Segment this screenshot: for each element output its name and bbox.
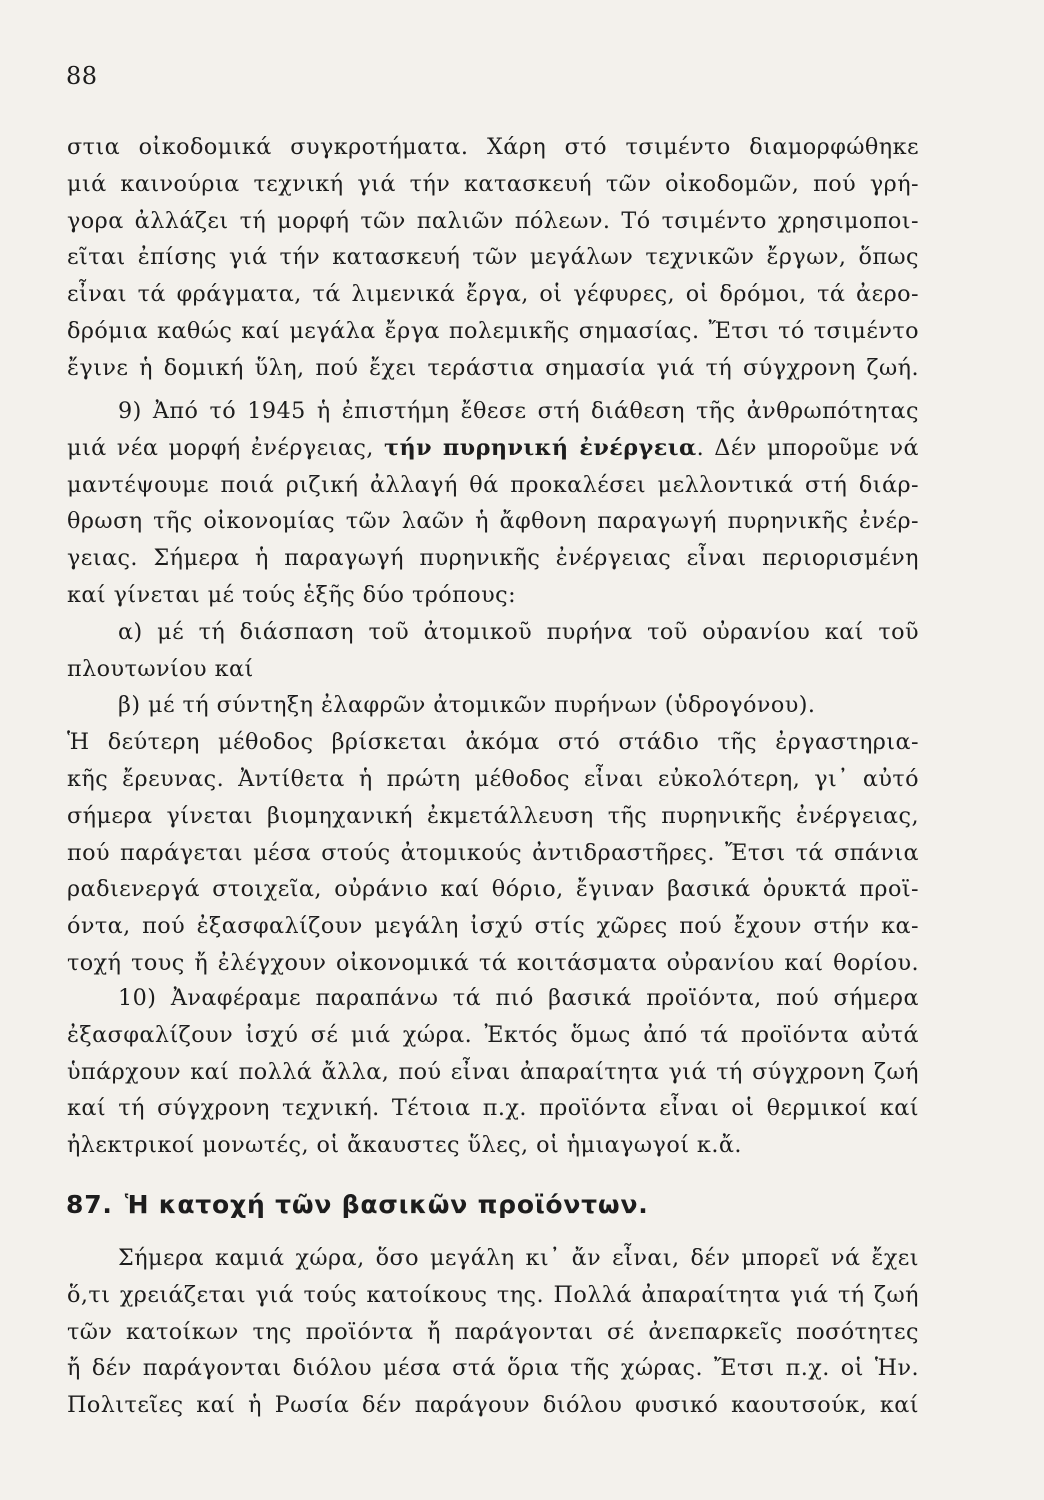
text-line: ἤ δέν παράγονται διόλου μέσα στά ὅρια τῆς χώρας. Ἔτσι π.χ. οἱ Ἡν. [67, 1355, 919, 1382]
text-line: ἠλεκτρικοί μονωτές, οἱ ἄκαυστες ὕλες, οἱ ἡμιαγωγοί κ.ἄ. [67, 1132, 742, 1159]
text-line: εἶναι τά φράγματα, τά λιμενικά ἔργα, οἱ γέφυρες, οἱ δρόμοι, τά ἀερο- [67, 281, 919, 308]
text-line [67, 430, 919, 467]
text-line: εῖται ἐπίσης γιά τήν κατασκευή τῶν μεγάλων τεχνικῶν ἔργων, ὅπως [67, 244, 919, 271]
text-line: γειας. Σήμερα ἡ παραγωγή πυρηνικῆς ἐνέργειας εἶναι περιορισμένη [67, 545, 919, 572]
text-line: ἔγινε ἡ δομική ὕλη, πού ἔχει τεράστια σημασία γιά τή σύγχρονη ζωή. [67, 354, 919, 381]
text-line: α) μέ τή διάσπαση τοῦ ἀτομικοῦ πυρήνα τοῦ οὐρανίου καί τοῦ [118, 618, 919, 645]
text-line: μαντέψουμε ποιά ριζική ἀλλαγή θά προκαλέσει μελλοντικά στή διάρ- [67, 471, 919, 498]
text-line: καί τή σύγχρονη τεχνική. Τέτοια π.χ. προϊόντα εἶναι οἱ θερμικοί καί [67, 1095, 919, 1122]
text-line: πού παράγεται μέσα στούς ἀτομικούς ἀντιδραστῆρες. Ἔτσι τά σπάνια [67, 839, 919, 866]
section-heading [66, 1190, 649, 1219]
text-line: τῶν κατοίκων της προϊόντα ἤ παράγονται σέ ἀνεπαρκεῖς ποσότητες [67, 1318, 919, 1345]
text-line: Πολιτεῖες καί ἡ Ρωσία δέν παράγουν διόλου φυσικό καουτσούκ, καί [67, 1392, 919, 1419]
emphasized-term: τήν πυρηνική ἐνέργεια [384, 434, 697, 461]
text-line: σήμερα γίνεται βιομηχανική ἐκμετάλλευση τῆς πυρηνικῆς ἐνέργειας, [67, 802, 919, 829]
section-number: 87. [66, 1190, 113, 1219]
section-title: Ἡ κατοχή τῶν βασικῶν προϊόντων. [124, 1190, 649, 1219]
text-line: θρωση τῆς οἰκονομίας τῶν λαῶν ἡ ἄφθονη παραγωγή πυρηνικῆς ἐνέρ- [67, 508, 919, 535]
text-line: 9) Ἀπό τό 1945 ἡ ἐπιστήμη ἔθεσε στή διάθεση τῆς ἀνθρωπότητας [118, 398, 919, 424]
paragraph-other-products [67, 980, 919, 1164]
text-line: Ἡ δεύτερη μέθοδος βρίσκεται ἀκόμα στό στάδιο τῆς ἐργαστηρια- [67, 729, 919, 756]
text-line: δρόμια καθώς καί μεγάλα ἔργα πολεμικῆς σημασίας. Ἔτσι τό τσιμέντο [67, 317, 919, 344]
text-line: καί γίνεται μέ τούς ἑξῆς δύο τρόπους: [67, 581, 517, 608]
paragraph-nuclear-energy [67, 393, 919, 982]
text-line: ραδιενεργά στοιχεῖα, οὐράνιο καί θόριο, ἔγιναν βασικά ὀρυκτά προϊ- [67, 876, 919, 903]
text-line: όντα, πού ἐξασφαλίζουν μεγάλη ἰσχύ στίς χῶρες πού ἔχουν στήν κα- [67, 913, 919, 940]
text-line: πλουτωνίου καί [67, 655, 254, 682]
text-segment: μιά νέα μορφή ἐνέργειας, [67, 434, 384, 461]
text-line: ἐξασφαλίζουν ἰσχύ σέ μιά χώρα. Ἐκτός ὅμως ἀπό τά προϊόντα αὐτά [67, 1021, 919, 1048]
text-line: Σήμερα καμιά χώρα, ὅσο μεγάλη κι᾿ ἄν εἶναι, δέν μπορεῖ νά ἔχει [118, 1245, 919, 1271]
paragraph-possession [67, 1240, 919, 1424]
text-segment: . Δέν μποροῦμε νά [696, 434, 919, 461]
text-line: γορα ἀλλάζει τή μορφή τῶν παλιῶν πόλεων. Τό τσιμέντο χρησιμοποι- [67, 207, 919, 234]
page-number: 88 [66, 62, 98, 90]
paragraph-cement [67, 129, 919, 387]
text-line: κῆς ἔρευνας. Ἀντίθετα ἡ πρώτη μέθοδος εἶναι εὐκολότερη, γι᾿ αὐτό [67, 765, 919, 792]
text-line: στια οἰκοδομικά συγκροτήματα. Χάρη στό τσιμέντο διαμορφώθηκε [67, 134, 919, 160]
text-line: ὑπάρχουν καί πολλά ἄλλα, πού εἶναι ἀπαραίτητα γιά τή σύγχρονη ζωή [67, 1058, 919, 1085]
text-line: τοχή τους ἤ ἐλέγχουν οἰκονομικά τά κοιτάσματα οὐρανίου καί θορίου. [67, 949, 919, 976]
text-line: β) μέ τή σύντηξη ἐλαφρῶν ἀτομικῶν πυρήνων (ὑδρογόνου). [118, 692, 816, 719]
text-line: ὅ,τι χρειάζεται γιά τούς κατοίκους της. Πολλά ἀπαραίτητα γιά τή ζωή [67, 1281, 919, 1308]
text-line: 10) Ἀναφέραμε παραπάνω τά πιό βασικά προϊόντα, πού σήμερα [118, 985, 919, 1011]
text-line: μιά καινούρια τεχνική γιά τήν κατασκευή τῶν οἰκοδομῶν, πού γρή- [67, 170, 919, 197]
